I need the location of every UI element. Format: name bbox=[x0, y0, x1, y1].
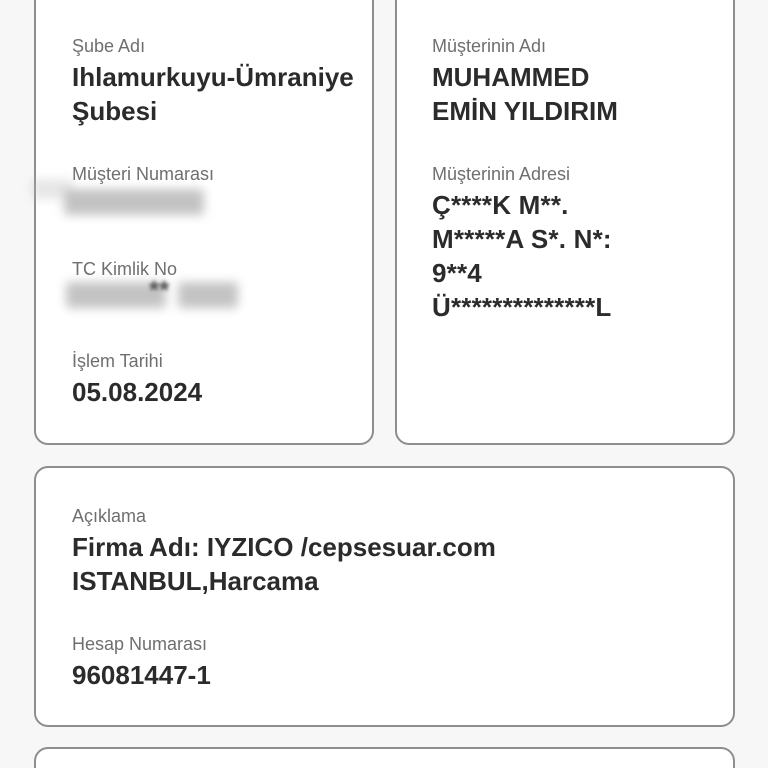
account-number-label: Hesap Numarası bbox=[72, 634, 208, 654]
description-line2: ISTANBUL,Harcama bbox=[72, 566, 319, 596]
transaction-date-field bbox=[72, 349, 202, 409]
customer-number-redacted bbox=[64, 189, 204, 215]
description-card bbox=[34, 466, 735, 727]
customer-name-line1: MUHAMMED bbox=[432, 62, 590, 92]
customer-name-line2: EMİN YILDIRIM bbox=[432, 96, 618, 126]
description-label: Açıklama bbox=[72, 506, 147, 526]
customer-address-line3: 9**4 bbox=[432, 258, 482, 288]
account-number-field bbox=[72, 632, 211, 692]
customer-name-label: Müşterinin Adı bbox=[432, 36, 547, 56]
tc-id-label: TC Kimlik No bbox=[72, 259, 178, 279]
description-line1: Firma Adı: IYZICO /cepsesuar.com bbox=[72, 532, 496, 562]
customer-number-label: Müşteri Numarası bbox=[72, 164, 215, 184]
customer-address-label: Müşterinin Adresi bbox=[432, 164, 571, 184]
customer-address-line2: M*****A S*. N*: bbox=[432, 224, 612, 254]
customer-name-field bbox=[432, 34, 618, 128]
branch-name-line1: Ihlamurkuyu-Ümraniye bbox=[72, 62, 354, 92]
account-number-value: 96081447-1 bbox=[72, 660, 211, 690]
customer-address-line4: Ü**************L bbox=[432, 292, 612, 322]
next-card bbox=[34, 747, 735, 768]
tc-id-visible-digits: ** bbox=[149, 275, 170, 305]
customer-address-line1: Ç****K M**. bbox=[432, 190, 569, 220]
description-field bbox=[72, 504, 496, 598]
tc-id-redacted-right bbox=[178, 282, 238, 308]
branch-name-label: Şube Adı bbox=[72, 36, 146, 56]
branch-name-line2: Şubesi bbox=[72, 96, 158, 126]
customer-number-field bbox=[72, 162, 214, 186]
customer-info-card bbox=[395, 0, 735, 445]
branch-name-field bbox=[72, 34, 354, 128]
transaction-date-value: 05.08.2024 bbox=[72, 377, 203, 407]
redaction-smudge bbox=[32, 179, 72, 199]
customer-address-field bbox=[432, 162, 612, 324]
transaction-date-label: İşlem Tarihi bbox=[72, 351, 163, 371]
branch-info-card bbox=[34, 0, 374, 445]
